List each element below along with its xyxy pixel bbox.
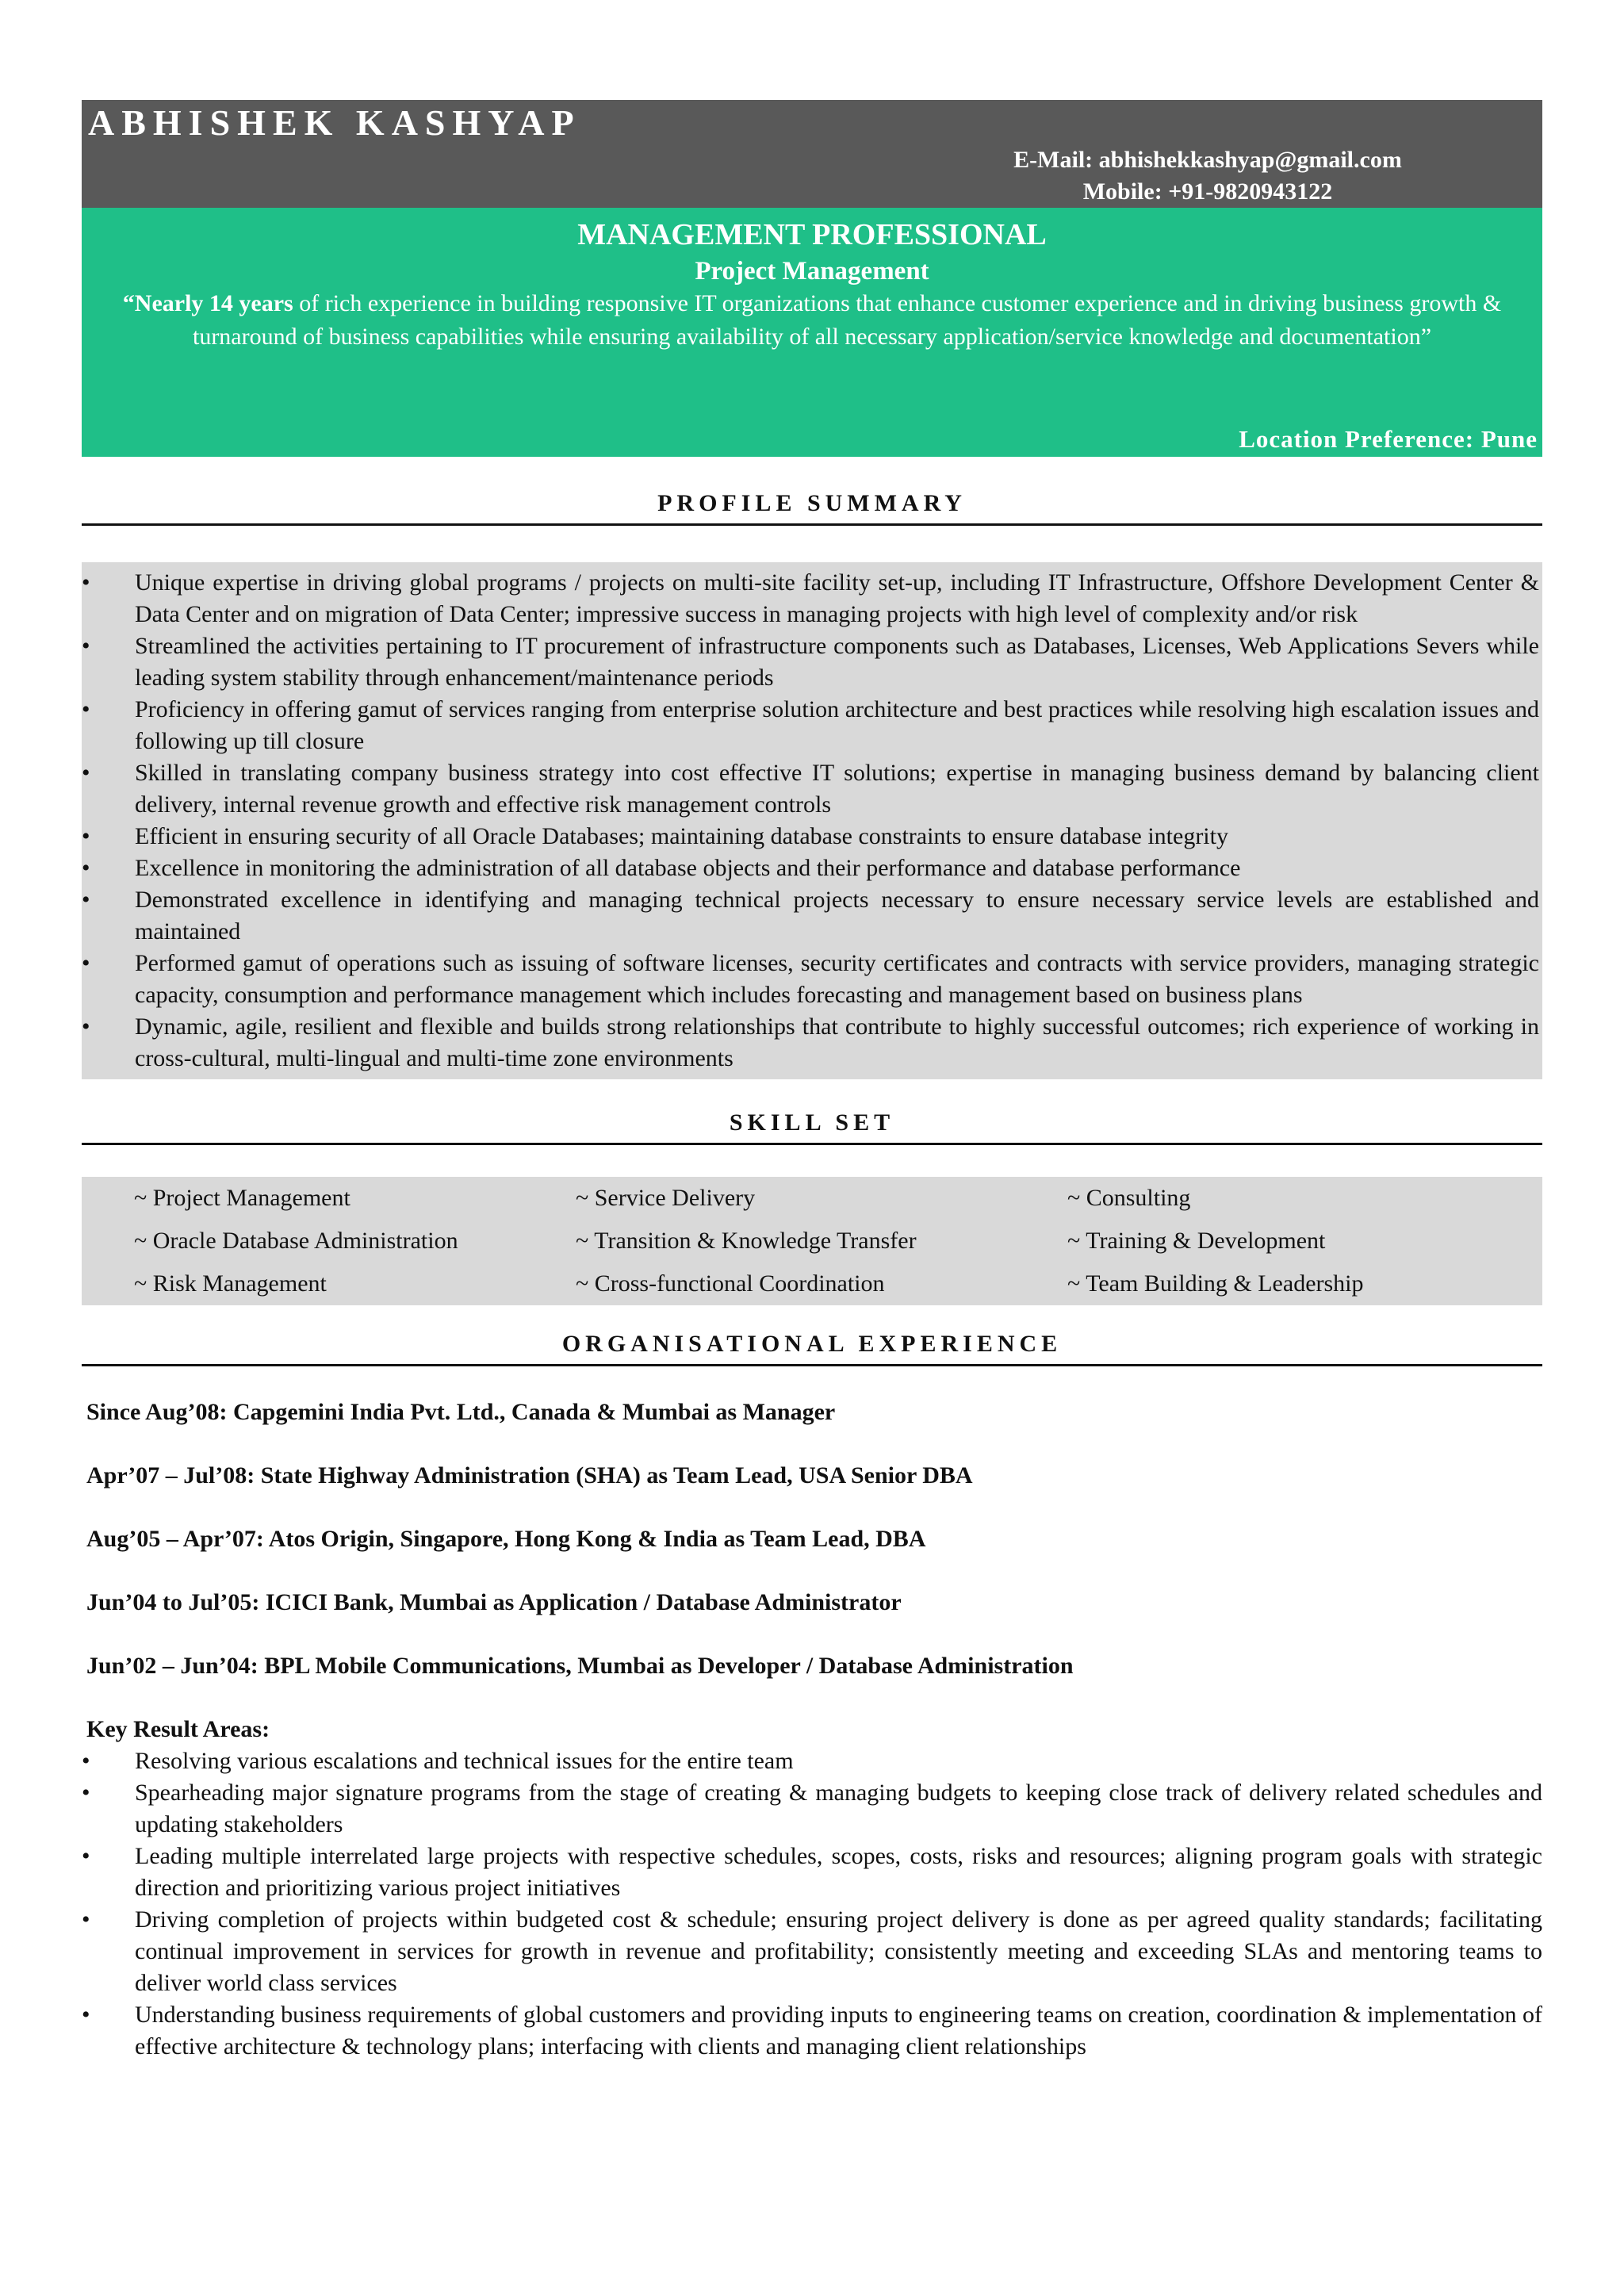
skill-set-heading: SKILL SET	[82, 1109, 1542, 1145]
skill-item: ~ Training & Development	[1067, 1228, 1326, 1254]
kra-heading: Key Result Areas:	[86, 1716, 270, 1742]
profile-summary-heading: PROFILE SUMMARY	[82, 490, 1542, 526]
summary-bullet: • Performed gamut of operations such as issuing of software licenses, security certificates and contracts with service providers, managing strategic capacity, consumption and performance management which includes forecasting and management based on business plans	[82, 948, 1539, 1011]
experience-heading: ORGANISATIONAL EXPERIENCE	[82, 1331, 1542, 1366]
skill-set-grid	[82, 1177, 1542, 1305]
professional-title: MANAGEMENT PROFESSIONAL	[577, 218, 1047, 251]
skill-item: ~ Service Delivery	[576, 1185, 756, 1211]
headline-panel	[82, 208, 1542, 457]
profile-summary-list	[82, 567, 1539, 1075]
skill-item: ~ Consulting	[1067, 1185, 1191, 1211]
quote-open: “	[122, 290, 135, 316]
summary-quote	[121, 287, 1503, 354]
location-preference: Location Preference: Pune	[1239, 425, 1538, 453]
experience-entry: Since Aug’08: Capgemini India Pvt. Ltd., Canada & Mumbai as Manager	[86, 1399, 836, 1425]
skill-item: ~ Cross-functional Coordination	[576, 1270, 885, 1297]
summary-bullet: • Skilled in translating company business strategy into cost effective IT solutions; expertise in managing business demand by balancing client delivery, internal revenue growth and effective risk management controls	[82, 757, 1539, 821]
email-text: E-Mail: abhishekkashyap@gmail.com	[1013, 147, 1402, 173]
kra-bullet: • Resolving various escalations and technical issues for the entire team	[82, 1745, 1542, 1777]
summary-bullet: • Streamlined the activities pertaining to IT procurement of infrastructure components such as Databases, Licenses, Web Applications Severs while leading system stability through enhancement/maintenance periods	[82, 630, 1539, 694]
skill-item: ~ Project Management	[134, 1185, 350, 1211]
experience-entry: Apr’07 – Jul’08: State Highway Administration (SHA) as Team Lead, USA Senior DBA	[86, 1462, 973, 1488]
summary-bullet: • Proficiency in offering gamut of services ranging from enterprise solution architecture and best practices while resolving high escalation issues and following up till closure	[82, 694, 1539, 757]
summary-bullet: • Dynamic, agile, resilient and flexible and builds strong relationships that contribute to highly successful outcomes; rich experience of working in cross-cultural, multi-lingual and multi-time zone environments	[82, 1011, 1539, 1075]
resume-page	[82, 100, 1542, 2063]
professional-subtitle: Project Management	[695, 257, 929, 285]
experience-entry: Aug’05 – Apr’07: Atos Origin, Singapore, Hong Kong & India as Team Lead, DBA	[86, 1526, 926, 1552]
mobile-text: Mobile: +91-9820943122	[1082, 178, 1333, 205]
quote-highlight: Nearly 14 years	[134, 290, 293, 316]
experience-entry: Jun’04 to Jul’05: ICICI Bank, Mumbai as Application / Database Administrator	[86, 1589, 902, 1615]
candidate-name: ABHISHEK KASHYAP	[88, 102, 581, 143]
summary-bullet: • Efficient in ensuring security of all Oracle Databases; maintaining database constraints to ensure database integrity	[82, 821, 1539, 852]
profile-summary-box	[82, 562, 1542, 1079]
experience-list	[82, 1397, 1542, 1682]
kra-bullet: • Driving completion of projects within budgeted cost & schedule; ensuring project delivery is done as per agreed quality standards; facilitating continual improvement in services for growth in revenue and profitability; consistently meeting and exceeding SLAs and mentoring teams to deliver world class services	[82, 1904, 1542, 1999]
summary-bullet: • Excellence in monitoring the administration of all database objects and their performance and database performance	[82, 852, 1539, 884]
kra-bullet: • Spearheading major signature programs from the stage of creating & managing budgets to keeping close track of delivery related schedules and updating stakeholders	[82, 1777, 1542, 1841]
experience-entry: Jun’02 – Jun’04: BPL Mobile Communications, Mumbai as Developer / Database Administration	[86, 1653, 1074, 1679]
summary-bullet: • Demonstrated excellence in identifying and managing technical projects necessary to ensure necessary service levels are established and maintained	[82, 884, 1539, 948]
skill-item: ~ Oracle Database Administration	[134, 1228, 458, 1254]
header-bar	[82, 100, 1542, 208]
skill-item: ~ Transition & Knowledge Transfer	[576, 1228, 917, 1254]
kra-bullet: • Leading multiple interrelated large projects with respective schedules, scopes, costs, risks and resources; aligning program goals with strategic direction and prioritizing various project initiatives	[82, 1841, 1542, 1904]
skill-item: ~ Team Building & Leadership	[1067, 1270, 1364, 1297]
kra-list	[82, 1745, 1542, 2063]
summary-bullet: • Unique expertise in driving global programs / projects on multi-site facility set-up, including IT Infrastructure, Offshore Development Center & Data Center and on migration of Data Center; impressive success in managing projects with high level of complexity and/or risk	[82, 567, 1539, 630]
quote-text: of rich experience in building responsive IT organizations that enhance customer experience and in driving business growth & turnaround of business capabilities while ensuring availability of all necessary application/service knowledge and documentation”	[192, 290, 1502, 350]
skill-item: ~ Risk Management	[134, 1270, 327, 1297]
contact-block	[930, 144, 1485, 208]
kra-bullet: • Understanding business requirements of global customers and providing inputs to engineering teams on creation, coordination & implementation of effective architecture & technology plans; interfacing with clients and managing client relationships	[82, 1999, 1542, 2063]
